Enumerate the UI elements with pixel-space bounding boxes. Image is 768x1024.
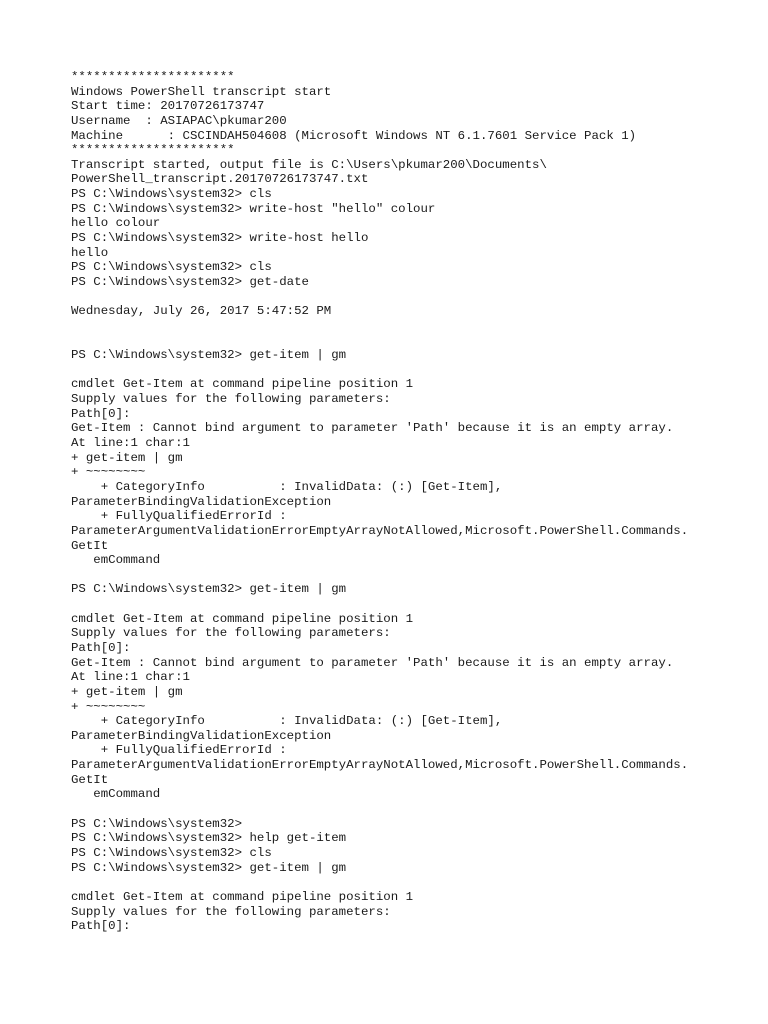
transcript-line	[71, 875, 751, 890]
transcript-line: PS C:\Windows\system32> cls	[71, 845, 272, 860]
transcript-page	[71, 70, 751, 934]
transcript-line: Get-Item : Cannot bind argument to parameter 'Path' because it is an empty array.	[71, 421, 674, 436]
transcript-line: + ~~~~~~~~	[71, 465, 146, 480]
transcript-line: Supply values for the following parameters:	[71, 392, 391, 407]
transcript-line: Windows PowerShell transcript start	[71, 84, 332, 99]
transcript-line	[71, 597, 751, 612]
transcript-line: **********************	[71, 143, 235, 158]
transcript-line: Supply values for the following parameters:	[71, 904, 391, 919]
transcript-line: Supply values for the following parameters:	[71, 626, 391, 641]
transcript-line: PS C:\Windows\system32> get-item | gm	[71, 860, 347, 875]
transcript-line: Start time: 20170726173747	[71, 99, 265, 114]
transcript-line: ParameterBindingValidationException	[71, 728, 332, 743]
transcript-line: + CategoryInfo : InvalidData: (:) [Get-Item],	[71, 479, 503, 494]
transcript-line	[71, 363, 751, 378]
transcript-line: PS C:\Windows\system32> get-item | gm	[71, 348, 347, 363]
transcript-line: emCommand	[71, 553, 161, 568]
transcript-line: Wednesday, July 26, 2017 5:47:52 PM	[71, 304, 332, 319]
transcript-line: + FullyQualifiedErrorId :	[71, 509, 287, 524]
transcript-line: + get-item | gm	[71, 450, 183, 465]
transcript-line: cmdlet Get-Item at command pipeline position 1	[71, 611, 414, 626]
transcript-line	[71, 334, 751, 349]
transcript-line: Username : ASIAPAC\pkumar200	[71, 113, 287, 128]
transcript-line: hello colour	[71, 216, 161, 231]
transcript-line: GetIt	[71, 538, 109, 553]
transcript-line: PS C:\Windows\system32> get-item | gm	[71, 582, 347, 597]
transcript-line: PowerShell_transcript.20170726173747.txt	[71, 172, 369, 187]
transcript-line	[71, 290, 751, 305]
transcript-line: PS C:\Windows\system32> write-host hello	[71, 231, 369, 246]
transcript-line: PS C:\Windows\system32> cls	[71, 187, 272, 202]
transcript-line: Transcript started, output file is C:\Users\pkumar200\Documents\	[71, 157, 547, 172]
transcript-line	[71, 802, 751, 817]
transcript-line: ParameterArgumentValidationErrorEmptyArrayNotAllowed,Microsoft.PowerShell.Commands.	[71, 523, 689, 538]
transcript-line: ParameterArgumentValidationErrorEmptyArrayNotAllowed,Microsoft.PowerShell.Commands.	[71, 758, 689, 773]
transcript-line: Get-Item : Cannot bind argument to parameter 'Path' because it is an empty array.	[71, 655, 674, 670]
transcript-line: + FullyQualifiedErrorId :	[71, 743, 287, 758]
transcript-line: PS C:\Windows\system32> help get-item	[71, 831, 347, 846]
transcript-body	[71, 70, 751, 934]
transcript-line: At line:1 char:1	[71, 670, 190, 685]
transcript-line: PS C:\Windows\system32>	[71, 816, 243, 831]
transcript-line: Path[0]:	[71, 919, 131, 934]
transcript-line: Path[0]:	[71, 406, 131, 421]
transcript-line	[71, 568, 751, 583]
transcript-line: Machine : CSCINDAH504608 (Microsoft Windows NT 6.1.7601 Service Pack 1)	[71, 128, 637, 143]
transcript-line: Path[0]:	[71, 640, 131, 655]
transcript-line: + ~~~~~~~~	[71, 699, 146, 714]
transcript-line: PS C:\Windows\system32> write-host "hello" colour	[71, 201, 436, 216]
transcript-line	[71, 319, 751, 334]
transcript-line: At line:1 char:1	[71, 436, 190, 451]
transcript-line: PS C:\Windows\system32> cls	[71, 260, 272, 275]
transcript-line: PS C:\Windows\system32> get-date	[71, 274, 309, 289]
transcript-line: cmdlet Get-Item at command pipeline position 1	[71, 377, 414, 392]
transcript-line: emCommand	[71, 787, 161, 802]
transcript-line: ParameterBindingValidationException	[71, 494, 332, 509]
transcript-line: cmdlet Get-Item at command pipeline position 1	[71, 889, 414, 904]
transcript-line: + get-item | gm	[71, 684, 183, 699]
transcript-line: **********************	[71, 70, 235, 84]
transcript-line: GetIt	[71, 772, 109, 787]
transcript-line: hello	[71, 245, 109, 260]
transcript-line: + CategoryInfo : InvalidData: (:) [Get-Item],	[71, 714, 503, 729]
